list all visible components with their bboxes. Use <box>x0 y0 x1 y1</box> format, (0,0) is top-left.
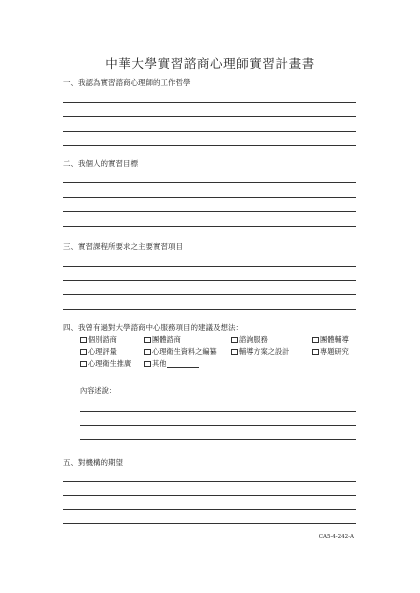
option-individual-counseling[interactable]: 個別諮商 <box>80 335 117 345</box>
option-mental-health-promotion[interactable]: 心理衛生推廣 <box>80 359 131 369</box>
checkbox-icon[interactable] <box>80 337 87 344</box>
writing-line[interactable] <box>63 481 356 482</box>
option-special-research[interactable]: 專題研究 <box>312 347 349 357</box>
option-mental-health-materials[interactable]: 心理衛生資料之編纂 <box>144 347 217 357</box>
writing-line[interactable] <box>63 509 356 510</box>
checkbox-icon[interactable] <box>144 349 151 356</box>
checkbox-icon[interactable] <box>144 361 151 368</box>
section5-heading: 五、對機構的期望 <box>63 458 123 467</box>
service-options <box>80 335 370 371</box>
writing-line[interactable] <box>80 425 356 426</box>
checkbox-icon[interactable] <box>312 349 319 356</box>
writing-line[interactable] <box>63 197 356 198</box>
writing-line[interactable] <box>63 131 356 132</box>
writing-line[interactable] <box>63 523 356 524</box>
form-title: 中華大學實習諮商心理師實習計畫書 <box>105 56 315 71</box>
option-consultation[interactable]: 諮詢服務 <box>231 335 268 345</box>
writing-line[interactable] <box>63 495 356 496</box>
writing-line[interactable] <box>63 280 356 281</box>
checkbox-icon[interactable] <box>231 349 238 356</box>
section4-heading: 四、我曾有過對大學諮商中心服務項目的建議及想法： <box>63 323 243 332</box>
option-program-design[interactable]: 輔導方案之設計 <box>231 347 289 357</box>
writing-line[interactable] <box>80 439 356 440</box>
section2-heading: 二、我個人的實習目標 <box>63 159 138 168</box>
writing-line[interactable] <box>63 294 356 295</box>
writing-line[interactable] <box>63 145 356 146</box>
writing-line[interactable] <box>63 266 356 267</box>
checkbox-icon[interactable] <box>231 337 238 344</box>
checkbox-icon[interactable] <box>80 361 87 368</box>
option-group-guidance[interactable]: 團體輔導 <box>312 335 349 345</box>
checkbox-icon[interactable] <box>144 337 151 344</box>
option-psych-assessment[interactable]: 心理評量 <box>80 347 117 357</box>
other-fill-blank[interactable] <box>167 360 199 368</box>
description-label: 內容述說： <box>80 386 116 395</box>
section1-heading: 一、我認為實習諮商心理師的工作哲學 <box>63 78 191 87</box>
option-other[interactable]: 其他 <box>144 359 199 369</box>
checkbox-icon[interactable] <box>80 349 87 356</box>
option-group-counseling[interactable]: 團體諮商 <box>144 335 181 345</box>
writing-line[interactable] <box>63 102 356 103</box>
writing-line[interactable] <box>63 182 356 183</box>
writing-line[interactable] <box>63 211 356 212</box>
section3-heading: 三、實習課程所要求之主要實習項目 <box>63 242 183 251</box>
writing-line[interactable] <box>63 116 356 117</box>
form-code: CA5-4-242-A <box>318 534 354 540</box>
writing-line[interactable] <box>63 226 356 227</box>
writing-line[interactable] <box>80 411 356 412</box>
writing-line[interactable] <box>63 309 356 310</box>
checkbox-icon[interactable] <box>312 337 319 344</box>
